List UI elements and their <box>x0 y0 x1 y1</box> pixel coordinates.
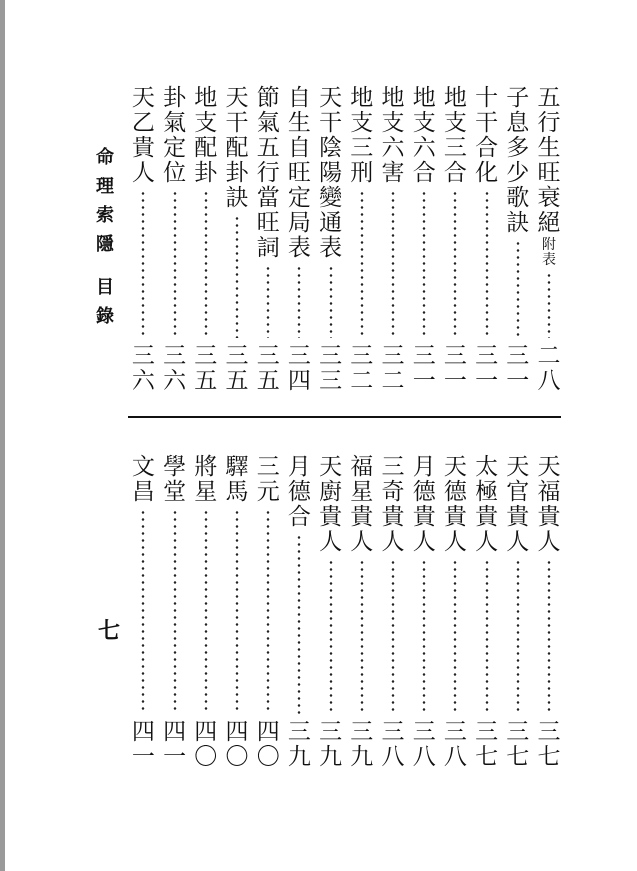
dot-leader <box>204 190 208 338</box>
entry-title: 太 極 貴 人 <box>475 454 499 555</box>
entry-page-number: 三 八 <box>381 719 405 770</box>
entry-title: 三 奇 貴 人 <box>381 454 405 555</box>
toc-upper-entry <box>193 86 219 394</box>
toc-lower-entry <box>286 455 312 770</box>
section-divider <box>128 416 561 418</box>
dot-leader <box>266 509 270 714</box>
entry-title: 天 干 陰 陽 變 通 表 <box>319 85 343 261</box>
toc-lower-entry <box>411 455 437 770</box>
toc-lower-entry <box>442 455 468 770</box>
toc-lower-entry <box>162 455 188 770</box>
toc-upper-entry <box>442 86 468 394</box>
dot-leader <box>516 240 520 338</box>
toc-upper-entry <box>411 86 437 394</box>
toc-upper-entry <box>162 86 188 394</box>
entry-title: 三 元 <box>256 454 280 505</box>
toc-lower-entry <box>255 455 281 770</box>
entry-page-number: 三 七 <box>475 719 499 770</box>
entry-title: 地 支 三 刑 <box>350 85 374 186</box>
entry-page-number: 三 六 <box>163 343 187 394</box>
entry-title: 天 廚 貴 人 <box>319 454 343 555</box>
entry-page-number: 三 九 <box>319 719 343 770</box>
dot-leader <box>204 509 208 714</box>
toc-lower-entry <box>349 455 375 770</box>
toc-lower-entry <box>380 455 406 770</box>
entry-page-number: 三 九 <box>350 719 374 770</box>
entry-note: 附 表 <box>542 237 556 268</box>
toc-lower-entry <box>130 455 156 770</box>
entry-title: 天 福 貴 人 <box>537 454 561 555</box>
dot-leader <box>141 509 145 714</box>
entry-page-number: 二 八 <box>537 343 561 394</box>
dot-leader <box>297 534 301 714</box>
entry-title: 卦 氣 定 位 <box>163 85 187 186</box>
running-header-section: 目錄 <box>96 277 114 327</box>
entry-title: 天 干 配 卦 訣 <box>225 85 249 211</box>
entry-title: 月 德 合 <box>287 454 311 530</box>
entry-title: 學 堂 <box>163 454 187 505</box>
entry-page-number: 三 一 <box>443 343 467 394</box>
entry-title: 五 行 生 旺 衰 絕 <box>537 85 561 236</box>
entry-page-number: 三 一 <box>412 343 436 394</box>
dot-leader <box>485 559 489 714</box>
toc-upper-entry <box>224 86 250 394</box>
toc-lower-entry <box>505 455 531 770</box>
entry-title: 自 生 自 旺 定 局 表 <box>287 85 311 261</box>
toc-upper-entry <box>318 86 344 394</box>
entry-title: 將 星 <box>194 454 218 505</box>
dot-leader <box>173 509 177 714</box>
entry-title: 地 支 六 害 <box>381 85 405 186</box>
toc-upper-entry <box>286 86 312 394</box>
entry-title: 十 干 合 化 <box>475 85 499 186</box>
dot-leader <box>173 190 177 338</box>
entry-page-number: 三 五 <box>225 343 249 394</box>
entry-page-number: 三 八 <box>412 719 436 770</box>
entry-page-number: 三 七 <box>506 719 530 770</box>
entry-page-number: 三 四 <box>287 343 311 394</box>
dot-leader <box>422 559 426 714</box>
toc-upper-entry <box>536 86 562 394</box>
entry-title: 節 氣 五 行 當 旺 詞 <box>256 85 280 261</box>
toc-lower-entry <box>224 455 250 770</box>
dot-leader <box>360 190 364 338</box>
entry-page-number: 三 九 <box>287 719 311 770</box>
entry-page-number: 三 一 <box>475 343 499 394</box>
entry-page-number: 四 〇 <box>256 719 280 770</box>
toc-lower-entry <box>193 455 219 770</box>
entry-title: 子 息 多 少 歌 訣 <box>506 85 530 236</box>
scan-left-border <box>0 0 5 871</box>
entry-title: 月 德 貴 人 <box>412 454 436 555</box>
entry-page-number: 四 一 <box>131 719 155 770</box>
dot-leader <box>391 559 395 714</box>
entry-title: 地 支 配 卦 <box>194 85 218 186</box>
entry-title: 驛 馬 <box>225 454 249 505</box>
entry-title: 地 支 六 合 <box>412 85 436 186</box>
page-number: 七 <box>97 618 120 644</box>
entry-title: 天 乙 貴 人 <box>131 85 155 186</box>
entry-page-number: 四 〇 <box>194 719 218 770</box>
dot-leader <box>547 559 551 714</box>
entry-title: 地 支 三 合 <box>443 85 467 186</box>
dot-leader <box>235 509 239 714</box>
dot-leader <box>547 272 551 338</box>
entry-page-number: 四 〇 <box>225 719 249 770</box>
toc-lower-entry <box>474 455 500 770</box>
dot-leader <box>297 265 301 338</box>
dot-leader <box>329 559 333 714</box>
entry-page-number: 三 七 <box>537 719 561 770</box>
entry-title: 文 昌 <box>131 454 155 505</box>
dot-leader <box>516 559 520 714</box>
toc-upper-entry <box>474 86 500 394</box>
dot-leader <box>141 190 145 338</box>
entry-page-number: 三 三 <box>319 343 343 394</box>
toc-upper-entry <box>130 86 156 394</box>
toc-upper-entry <box>349 86 375 394</box>
entry-page-number: 三 二 <box>381 343 405 394</box>
dot-leader <box>422 190 426 338</box>
entry-title: 天 德 貴 人 <box>443 454 467 555</box>
dot-leader <box>235 215 239 338</box>
entry-title: 福 星 貴 人 <box>350 454 374 555</box>
dot-leader <box>391 190 395 338</box>
entry-page-number: 三 八 <box>443 719 467 770</box>
toc-upper-entry <box>505 86 531 394</box>
dot-leader <box>485 190 489 338</box>
entry-title: 天 官 貴 人 <box>506 454 530 555</box>
dot-leader <box>266 265 270 338</box>
running-header <box>96 143 122 331</box>
running-header-title: 命理索隱 <box>96 147 114 255</box>
toc-upper-entry <box>380 86 406 394</box>
toc-upper-entry <box>255 86 281 394</box>
entry-page-number: 三 六 <box>131 343 155 394</box>
dot-leader <box>453 559 457 714</box>
toc-lower-entry <box>318 455 344 770</box>
entry-page-number: 四 一 <box>163 719 187 770</box>
entry-page-number: 三 五 <box>256 343 280 394</box>
toc-lower-entry <box>536 455 562 770</box>
entry-page-number: 三 一 <box>506 343 530 394</box>
dot-leader <box>453 190 457 338</box>
entry-page-number: 三 二 <box>350 343 374 394</box>
dot-leader <box>329 265 333 338</box>
dot-leader <box>360 559 364 714</box>
entry-page-number: 三 五 <box>194 343 218 394</box>
